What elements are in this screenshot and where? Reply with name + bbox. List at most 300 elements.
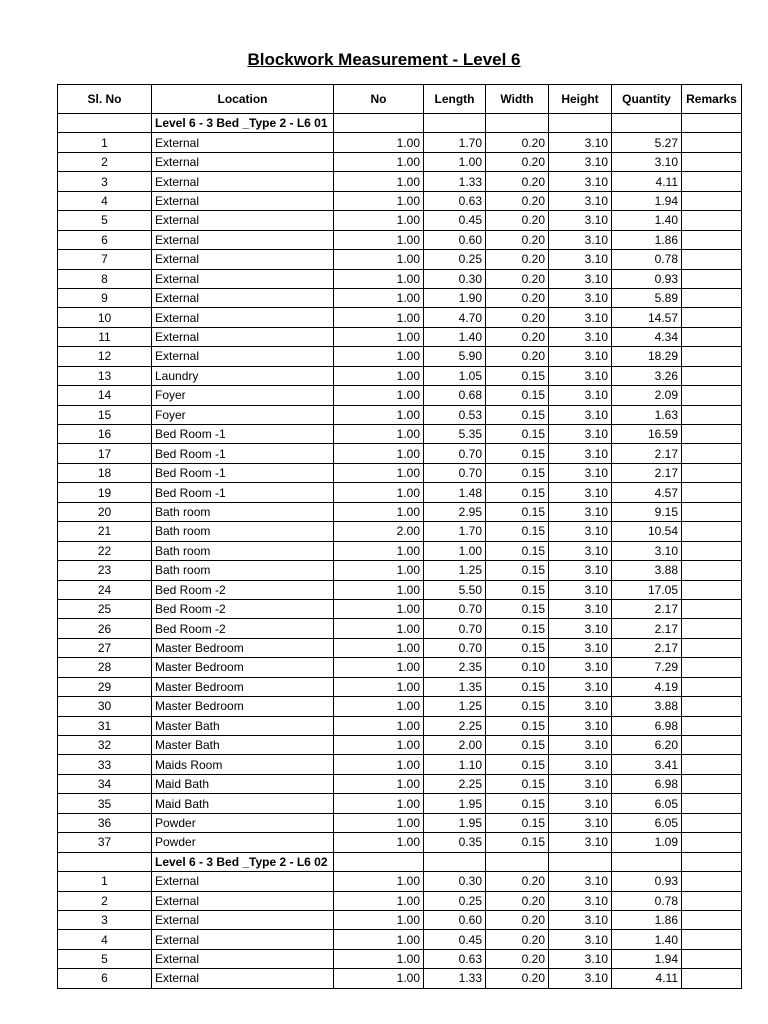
- table-row: [58, 327, 742, 346]
- width-cell: 0.15: [486, 463, 549, 482]
- table-row: [58, 308, 742, 327]
- remarks-cell: [682, 619, 742, 638]
- sl-no-cell: 23: [58, 561, 152, 580]
- width-cell: 0.20: [486, 872, 549, 891]
- sl-no-cell: 2: [58, 891, 152, 910]
- no-cell: 1.00: [334, 658, 424, 677]
- sl-no-cell: 19: [58, 483, 152, 502]
- table-row: [58, 561, 742, 580]
- no-cell: 1.00: [334, 541, 424, 560]
- width-cell: 0.15: [486, 794, 549, 813]
- location-cell: Maid Bath: [152, 794, 334, 813]
- quantity-cell: 7.29: [612, 658, 682, 677]
- no-cell: 1.00: [334, 794, 424, 813]
- table-row: [58, 910, 742, 929]
- sl-no-cell: 34: [58, 774, 152, 793]
- length-cell: 1.70: [424, 133, 486, 152]
- width-cell: 0.15: [486, 638, 549, 657]
- height-cell: 3.10: [549, 599, 612, 618]
- no-cell: 1.00: [334, 288, 424, 307]
- no-cell: 1.00: [334, 872, 424, 891]
- table-row: [58, 599, 742, 618]
- location-cell: Maids Room: [152, 755, 334, 774]
- quantity-cell: 9.15: [612, 502, 682, 521]
- length-cell: 1.90: [424, 288, 486, 307]
- sl-no-cell: 3: [58, 910, 152, 929]
- length-cell: 0.70: [424, 599, 486, 618]
- quantity-cell: 3.41: [612, 755, 682, 774]
- location-cell: External: [152, 347, 334, 366]
- length-cell: 1.25: [424, 561, 486, 580]
- height-cell: 3.10: [549, 483, 612, 502]
- remarks-cell: [682, 463, 742, 482]
- height-cell: 3.10: [549, 444, 612, 463]
- location-cell: External: [152, 891, 334, 910]
- remarks-cell: [682, 133, 742, 152]
- col-header-width: Width: [486, 85, 549, 114]
- width-cell: 0.20: [486, 969, 549, 988]
- sl-no-cell: 25: [58, 599, 152, 618]
- width-cell: 0.15: [486, 813, 549, 832]
- remarks-cell: [682, 347, 742, 366]
- remarks-cell: [682, 327, 742, 346]
- quantity-cell: 6.98: [612, 774, 682, 793]
- width-cell: 0.15: [486, 619, 549, 638]
- width-cell: 0.20: [486, 288, 549, 307]
- location-cell: External: [152, 949, 334, 968]
- length-cell: 1.70: [424, 522, 486, 541]
- length-cell: 4.70: [424, 308, 486, 327]
- length-cell: 2.35: [424, 658, 486, 677]
- empty-cell: [682, 852, 742, 871]
- location-cell: External: [152, 872, 334, 891]
- no-cell: 1.00: [334, 172, 424, 191]
- quantity-cell: 5.27: [612, 133, 682, 152]
- quantity-cell: 1.86: [612, 910, 682, 929]
- sl-no-cell: 29: [58, 677, 152, 696]
- remarks-cell: [682, 580, 742, 599]
- remarks-cell: [682, 269, 742, 288]
- col-header-no: No: [334, 85, 424, 114]
- location-cell: Bath room: [152, 502, 334, 521]
- table-row: [58, 463, 742, 482]
- no-cell: 1.00: [334, 152, 424, 171]
- quantity-cell: 4.19: [612, 677, 682, 696]
- no-cell: 1.00: [334, 833, 424, 852]
- length-cell: 0.63: [424, 191, 486, 210]
- table-row: [58, 580, 742, 599]
- no-cell: 1.00: [334, 327, 424, 346]
- quantity-cell: 3.10: [612, 152, 682, 171]
- header-row: [58, 85, 742, 114]
- empty-cell: [424, 114, 486, 133]
- col-header-location: Location: [152, 85, 334, 114]
- table-row: [58, 250, 742, 269]
- sl-no-cell: 21: [58, 522, 152, 541]
- sl-no-cell: 4: [58, 191, 152, 210]
- table-row: [58, 425, 742, 444]
- quantity-cell: 10.54: [612, 522, 682, 541]
- section-header-row: [58, 114, 742, 133]
- no-cell: 1.00: [334, 599, 424, 618]
- sl-no-cell: 24: [58, 580, 152, 599]
- empty-cell: [549, 114, 612, 133]
- width-cell: 0.15: [486, 580, 549, 599]
- height-cell: 3.10: [549, 561, 612, 580]
- location-cell: Bath room: [152, 541, 334, 560]
- no-cell: 1.00: [334, 638, 424, 657]
- page-title: Blockwork Measurement - Level 6: [247, 50, 521, 69]
- length-cell: 0.60: [424, 910, 486, 929]
- remarks-cell: [682, 308, 742, 327]
- table-row: [58, 969, 742, 988]
- quantity-cell: 18.29: [612, 347, 682, 366]
- location-cell: External: [152, 230, 334, 249]
- quantity-cell: 2.09: [612, 386, 682, 405]
- height-cell: 3.10: [549, 872, 612, 891]
- sl-no-cell: 8: [58, 269, 152, 288]
- height-cell: 3.10: [549, 755, 612, 774]
- sl-no-cell: 1: [58, 133, 152, 152]
- no-cell: 1.00: [334, 405, 424, 424]
- no-cell: 1.00: [334, 366, 424, 385]
- height-cell: 3.10: [549, 366, 612, 385]
- quantity-cell: 6.98: [612, 716, 682, 735]
- width-cell: 0.15: [486, 599, 549, 618]
- quantity-cell: 16.59: [612, 425, 682, 444]
- location-cell: Powder: [152, 833, 334, 852]
- no-cell: 1.00: [334, 230, 424, 249]
- width-cell: 0.15: [486, 736, 549, 755]
- height-cell: 3.10: [549, 347, 612, 366]
- height-cell: 3.10: [549, 580, 612, 599]
- quantity-cell: 3.26: [612, 366, 682, 385]
- height-cell: 3.10: [549, 425, 612, 444]
- location-cell: Bed Room -2: [152, 619, 334, 638]
- table-row: [58, 269, 742, 288]
- location-cell: Master Bath: [152, 736, 334, 755]
- quantity-cell: 2.17: [612, 638, 682, 657]
- sl-no-cell: 26: [58, 619, 152, 638]
- no-cell: 1.00: [334, 444, 424, 463]
- height-cell: 3.10: [549, 211, 612, 230]
- table-row: [58, 891, 742, 910]
- height-cell: 3.10: [549, 152, 612, 171]
- quantity-cell: 4.11: [612, 172, 682, 191]
- height-cell: 3.10: [549, 522, 612, 541]
- width-cell: 0.15: [486, 405, 549, 424]
- quantity-cell: 6.05: [612, 794, 682, 813]
- width-cell: 0.20: [486, 230, 549, 249]
- length-cell: 0.70: [424, 463, 486, 482]
- remarks-cell: [682, 366, 742, 385]
- sl-no-cell: 2: [58, 152, 152, 171]
- length-cell: 0.25: [424, 250, 486, 269]
- height-cell: 3.10: [549, 405, 612, 424]
- location-cell: Bed Room -2: [152, 580, 334, 599]
- sl-no-cell: 20: [58, 502, 152, 521]
- remarks-cell: [682, 638, 742, 657]
- height-cell: 3.10: [549, 833, 612, 852]
- quantity-cell: 1.40: [612, 211, 682, 230]
- height-cell: 3.10: [549, 502, 612, 521]
- remarks-cell: [682, 541, 742, 560]
- remarks-cell: [682, 677, 742, 696]
- quantity-cell: 3.88: [612, 561, 682, 580]
- remarks-cell: [682, 872, 742, 891]
- remarks-cell: [682, 716, 742, 735]
- quantity-cell: 4.11: [612, 969, 682, 988]
- height-cell: 3.10: [549, 541, 612, 560]
- sl-no-cell: 14: [58, 386, 152, 405]
- remarks-cell: [682, 172, 742, 191]
- empty-cell: [486, 852, 549, 871]
- no-cell: 1.00: [334, 483, 424, 502]
- width-cell: 0.15: [486, 502, 549, 521]
- location-cell: External: [152, 308, 334, 327]
- length-cell: 1.00: [424, 152, 486, 171]
- width-cell: 0.15: [486, 425, 549, 444]
- sl-no-cell: 5: [58, 949, 152, 968]
- table-row: [58, 716, 742, 735]
- remarks-cell: [682, 211, 742, 230]
- length-cell: 0.53: [424, 405, 486, 424]
- no-cell: 1.00: [334, 463, 424, 482]
- table-row: [58, 697, 742, 716]
- remarks-cell: [682, 910, 742, 929]
- sl-no-cell: 28: [58, 658, 152, 677]
- length-cell: 1.00: [424, 541, 486, 560]
- sl-no-cell: 37: [58, 833, 152, 852]
- width-cell: 0.20: [486, 891, 549, 910]
- no-cell: 1.00: [334, 697, 424, 716]
- quantity-cell: 4.34: [612, 327, 682, 346]
- remarks-cell: [682, 152, 742, 171]
- sl-no-cell: 17: [58, 444, 152, 463]
- table-row: [58, 152, 742, 171]
- width-cell: 0.15: [486, 697, 549, 716]
- sl-no-cell: 13: [58, 366, 152, 385]
- empty-cell: [486, 114, 549, 133]
- width-cell: 0.20: [486, 152, 549, 171]
- length-cell: 0.70: [424, 619, 486, 638]
- width-cell: 0.20: [486, 133, 549, 152]
- length-cell: 1.95: [424, 794, 486, 813]
- width-cell: 0.15: [486, 561, 549, 580]
- col-header-remarks: Remarks: [682, 85, 742, 114]
- location-cell: Maid Bath: [152, 774, 334, 793]
- height-cell: 3.10: [549, 697, 612, 716]
- width-cell: 0.20: [486, 211, 549, 230]
- height-cell: 3.10: [549, 327, 612, 346]
- table-row: [58, 872, 742, 891]
- width-cell: 0.15: [486, 833, 549, 852]
- length-cell: 1.40: [424, 327, 486, 346]
- height-cell: 3.10: [549, 891, 612, 910]
- table-row: [58, 736, 742, 755]
- quantity-cell: 3.88: [612, 697, 682, 716]
- location-cell: Bed Room -1: [152, 463, 334, 482]
- no-cell: 1.00: [334, 191, 424, 210]
- empty-cell: [334, 852, 424, 871]
- length-cell: 5.35: [424, 425, 486, 444]
- height-cell: 3.10: [549, 172, 612, 191]
- width-cell: 0.15: [486, 677, 549, 696]
- no-cell: 1.00: [334, 386, 424, 405]
- remarks-cell: [682, 502, 742, 521]
- location-cell: Bed Room -2: [152, 599, 334, 618]
- length-cell: 0.70: [424, 638, 486, 657]
- table-row: [58, 347, 742, 366]
- col-header-height: Height: [549, 85, 612, 114]
- table-row: [58, 677, 742, 696]
- remarks-cell: [682, 736, 742, 755]
- location-cell: External: [152, 172, 334, 191]
- height-cell: 3.10: [549, 386, 612, 405]
- width-cell: 0.20: [486, 910, 549, 929]
- width-cell: 0.15: [486, 541, 549, 560]
- length-cell: 0.30: [424, 269, 486, 288]
- table-row: [58, 366, 742, 385]
- quantity-cell: 0.93: [612, 872, 682, 891]
- sl-no-cell: 15: [58, 405, 152, 424]
- remarks-cell: [682, 483, 742, 502]
- sl-no-cell: 16: [58, 425, 152, 444]
- sl-no-cell: 12: [58, 347, 152, 366]
- quantity-cell: 4.57: [612, 483, 682, 502]
- length-cell: 1.35: [424, 677, 486, 696]
- sl-no-cell: 31: [58, 716, 152, 735]
- no-cell: 1.00: [334, 910, 424, 929]
- width-cell: 0.15: [486, 716, 549, 735]
- sl-no-cell: 3: [58, 172, 152, 191]
- no-cell: 1.00: [334, 211, 424, 230]
- location-cell: Bed Room -1: [152, 483, 334, 502]
- length-cell: 0.60: [424, 230, 486, 249]
- remarks-cell: [682, 813, 742, 832]
- location-cell: Master Bedroom: [152, 658, 334, 677]
- location-cell: External: [152, 288, 334, 307]
- table-row: [58, 833, 742, 852]
- length-cell: 1.05: [424, 366, 486, 385]
- width-cell: 0.10: [486, 658, 549, 677]
- no-cell: 1.00: [334, 619, 424, 638]
- table-row: [58, 619, 742, 638]
- table-row: [58, 541, 742, 560]
- sl-no-cell: 4: [58, 930, 152, 949]
- no-cell: 1.00: [334, 561, 424, 580]
- no-cell: 1.00: [334, 133, 424, 152]
- no-cell: 1.00: [334, 813, 424, 832]
- width-cell: 0.20: [486, 930, 549, 949]
- length-cell: 1.33: [424, 969, 486, 988]
- sl-no-cell: 27: [58, 638, 152, 657]
- location-cell: External: [152, 133, 334, 152]
- table-row: [58, 638, 742, 657]
- sl-no-cell: 6: [58, 230, 152, 249]
- length-cell: 5.50: [424, 580, 486, 599]
- table-row: [58, 211, 742, 230]
- remarks-cell: [682, 230, 742, 249]
- height-cell: 3.10: [549, 638, 612, 657]
- quantity-cell: 0.78: [612, 250, 682, 269]
- remarks-cell: [682, 191, 742, 210]
- section-header-row: [58, 852, 742, 871]
- empty-cell: [682, 114, 742, 133]
- height-cell: 3.10: [549, 191, 612, 210]
- location-cell: Master Bath: [152, 716, 334, 735]
- remarks-cell: [682, 250, 742, 269]
- table-row: [58, 288, 742, 307]
- height-cell: 3.10: [549, 133, 612, 152]
- height-cell: 3.10: [549, 677, 612, 696]
- no-cell: 1.00: [334, 930, 424, 949]
- location-cell: Foyer: [152, 405, 334, 424]
- location-cell: External: [152, 269, 334, 288]
- col-header-sl-no: Sl. No: [58, 85, 152, 114]
- quantity-cell: 2.17: [612, 599, 682, 618]
- table-row: [58, 405, 742, 424]
- height-cell: 3.10: [549, 910, 612, 929]
- table-row: [58, 133, 742, 152]
- remarks-cell: [682, 794, 742, 813]
- no-cell: 2.00: [334, 522, 424, 541]
- table-row: [58, 230, 742, 249]
- height-cell: 3.10: [549, 930, 612, 949]
- width-cell: 0.15: [486, 386, 549, 405]
- col-header-quantity: Quantity: [612, 85, 682, 114]
- empty-cell: [612, 114, 682, 133]
- length-cell: 0.45: [424, 930, 486, 949]
- remarks-cell: [682, 561, 742, 580]
- table-row: [58, 813, 742, 832]
- section-label: Level 6 - 3 Bed _Type 2 - L6 02: [152, 852, 334, 871]
- empty-cell: [334, 114, 424, 133]
- location-cell: External: [152, 969, 334, 988]
- location-cell: Foyer: [152, 386, 334, 405]
- quantity-cell: 1.94: [612, 949, 682, 968]
- empty-cell: [549, 852, 612, 871]
- table-row: [58, 172, 742, 191]
- remarks-cell: [682, 288, 742, 307]
- width-cell: 0.20: [486, 327, 549, 346]
- location-cell: External: [152, 191, 334, 210]
- width-cell: 0.20: [486, 949, 549, 968]
- sl-no-cell: 33: [58, 755, 152, 774]
- quantity-cell: 17.05: [612, 580, 682, 599]
- length-cell: 5.90: [424, 347, 486, 366]
- sl-no-cell: 9: [58, 288, 152, 307]
- location-cell: Laundry: [152, 366, 334, 385]
- table-body: [58, 114, 742, 989]
- quantity-cell: 1.40: [612, 930, 682, 949]
- sl-no-cell: 32: [58, 736, 152, 755]
- table-row: [58, 658, 742, 677]
- location-cell: Bed Room -1: [152, 425, 334, 444]
- no-cell: 1.00: [334, 580, 424, 599]
- length-cell: 2.95: [424, 502, 486, 521]
- width-cell: 0.15: [486, 774, 549, 793]
- remarks-cell: [682, 833, 742, 852]
- sl-no-cell: 7: [58, 250, 152, 269]
- length-cell: 0.70: [424, 444, 486, 463]
- sl-no-cell: 11: [58, 327, 152, 346]
- no-cell: 1.00: [334, 347, 424, 366]
- width-cell: 0.20: [486, 347, 549, 366]
- remarks-cell: [682, 444, 742, 463]
- height-cell: 3.10: [549, 813, 612, 832]
- location-cell: Powder: [152, 813, 334, 832]
